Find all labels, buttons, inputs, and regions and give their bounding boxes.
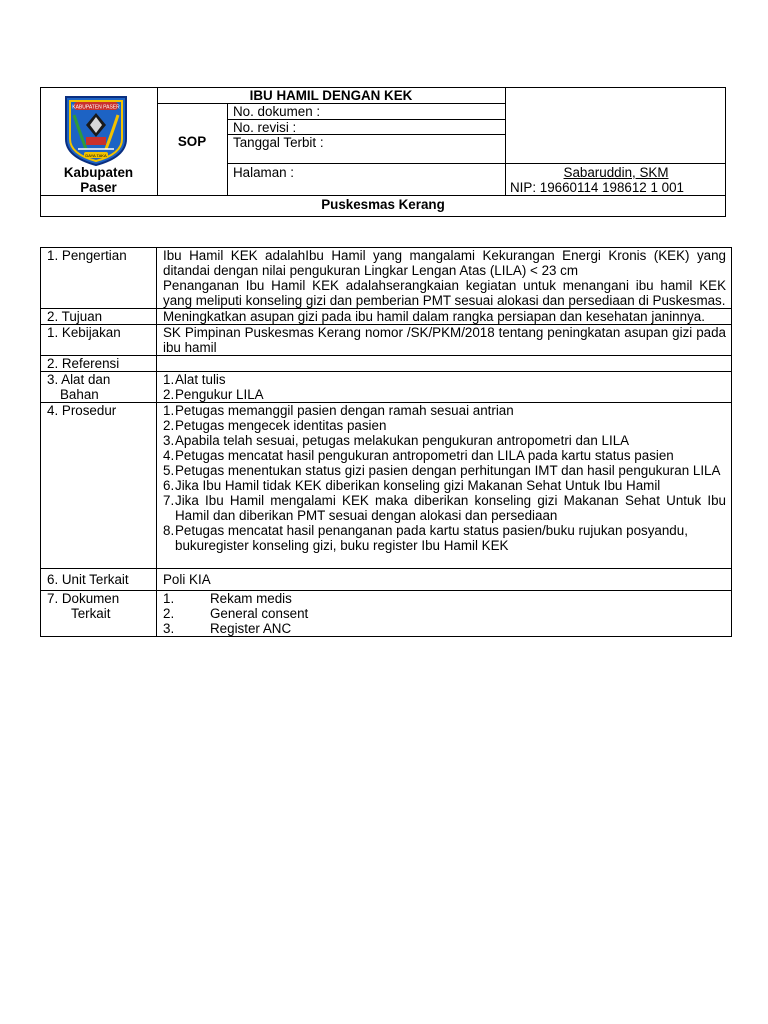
- header-rule-facility: [40, 195, 726, 196]
- header-divider-2: [227, 104, 228, 195]
- content-referensi: [157, 356, 732, 372]
- item-number: 1.: [163, 372, 175, 387]
- step-text: Jika Ibu Hamil mengalami KEK maka diberikan konseling gizi Makanan Sehat Untuk Ibu Hamil dan diberikan PMT sesuai dengan alokasi dan persediaan: [175, 493, 726, 523]
- row-pengertian: [41, 248, 732, 309]
- row-dokumen-terkait: [41, 591, 732, 637]
- item-text: General consent: [210, 606, 309, 621]
- prosedur-steps: [163, 403, 726, 553]
- step-text: Apabila telah sesuai, petugas melakukan pengukuran antropometri dan LILA: [175, 433, 630, 448]
- step-number: 4.: [163, 448, 175, 463]
- list-item: [163, 387, 726, 402]
- content-kebijakan: SK Pimpinan Puskesmas Kerang nomor /SK/PKM/2018 tentang peningkatan asupan gizi pada ibu hamil: [157, 325, 732, 356]
- content-tujuan: Meningkatkan asupan gizi pada ibu hamil dalam rangka persiapan dan kesehatan janinnya.: [157, 309, 732, 325]
- row-tujuan: [41, 309, 732, 325]
- header-rule-date: [227, 163, 726, 164]
- row-prosedur: [41, 403, 732, 569]
- signer-nip: NIP: 19660114 198612 1 001: [510, 180, 684, 195]
- label-alat-bahan: [41, 372, 157, 403]
- emblem-motto: DAYA TAKA: [85, 152, 107, 158]
- label-kebijakan: 1. Kebijakan: [41, 325, 157, 356]
- row-referensi: [41, 356, 732, 372]
- revision-number-field: No. revisi :: [233, 120, 297, 135]
- label-alat-line2: Bahan: [60, 387, 99, 402]
- list-item: [163, 621, 726, 636]
- item-text: Register ANC: [210, 621, 292, 636]
- item-text: Pengukur LILA: [175, 387, 264, 402]
- procedure-step: [163, 433, 726, 448]
- row-kebijakan: [41, 325, 732, 356]
- list-item: [163, 372, 726, 387]
- step-number: 6.: [163, 478, 175, 493]
- procedure-step: [163, 463, 726, 478]
- step-number: 1.: [163, 403, 175, 418]
- alat-list: [163, 372, 726, 402]
- label-referensi: 2. Referensi: [41, 356, 157, 372]
- step-number: 3.: [163, 433, 175, 448]
- sop-header: [40, 87, 726, 217]
- procedure-step: [163, 493, 726, 523]
- pengertian-handling: Penanganan Ibu Hamil KEK adalahserangkaian kegiatan untuk menangani ibu hamil KEK yang meliputi konseling gizi dan pemberian PMT sesuai alokasi dan persediaan di Puskesmas.: [163, 278, 726, 308]
- item-number: 2.: [163, 387, 175, 402]
- label-dokumen-line1: 7. Dokumen: [47, 591, 120, 606]
- content-prosedur: [157, 403, 732, 569]
- emblem-caption: KABUPATEN PASER: [72, 104, 120, 111]
- sop-label: SOP: [177, 134, 207, 149]
- content-pengertian: [157, 248, 732, 309]
- step-text: Petugas memanggil pasien dengan ramah sesuai antrian: [175, 403, 514, 418]
- row-unit-terkait: [41, 569, 732, 591]
- item-text: Alat tulis: [175, 372, 226, 387]
- facility-name: Puskesmas Kerang: [321, 197, 445, 212]
- step-number: 8.: [163, 523, 175, 538]
- item-number: 1.: [163, 591, 175, 606]
- issue-date-field: Tanggal Terbit :: [233, 135, 324, 150]
- procedure-step: [163, 523, 726, 553]
- list-item: [163, 591, 726, 606]
- procedure-step: [163, 403, 726, 418]
- content-unit-terkait: Poli KIA: [157, 569, 732, 591]
- label-unit-terkait: 6. Unit Terkait: [41, 569, 157, 591]
- procedure-step: [163, 478, 726, 493]
- item-number: 2.: [163, 606, 175, 621]
- step-text: Petugas mencatat hasil penanganan pada kartu status pasien/buku rujukan posyandu, bukuregister konseling gizi, buku register Ibu Hamil KEK: [175, 523, 688, 553]
- step-number: 2.: [163, 418, 175, 433]
- procedure-step: [163, 448, 726, 463]
- row-alat-bahan: [41, 372, 732, 403]
- document-title: IBU HAMIL DENGAN KEK: [249, 88, 413, 103]
- signer-name: Sabaruddin, SKM: [563, 165, 669, 180]
- header-title-rule: [157, 103, 505, 104]
- label-dokumen-line2: Terkait: [71, 606, 111, 621]
- step-text: Jika Ibu Hamil tidak KEK diberikan konseling gizi Makanan Sehat Untuk Ibu Hamil: [175, 478, 661, 493]
- label-alat-line1: 3. Alat dan: [47, 372, 111, 387]
- content-alat-bahan: [157, 372, 732, 403]
- content-dokumen-terkait: [157, 591, 732, 637]
- region-name-line2: Paser: [80, 180, 117, 195]
- pengertian-definition: Ibu Hamil KEK adalahIbu Hamil yang mangalami Kekurangan Energi Kronis (KEK) yang ditandai dengan nilai pengukuran Lingkar Lengan Atas (LILA) < 23 cm: [163, 248, 726, 278]
- step-text: Petugas mencatat hasil pengukuran antropometri dan LILA pada kartu status pasien: [175, 448, 674, 463]
- label-pengertian: 1. Pengertian: [41, 248, 157, 309]
- step-number: 5.: [163, 463, 175, 478]
- label-prosedur: 4. Prosedur: [41, 403, 157, 569]
- list-item: [163, 606, 726, 621]
- step-number: 7.: [163, 493, 175, 508]
- prosedur-spacer: [163, 553, 726, 568]
- dokumen-list: [163, 591, 726, 636]
- procedure-step: [163, 418, 726, 433]
- header-border-bottom: [40, 216, 726, 217]
- step-text: Petugas mengecek identitas pasien: [175, 418, 387, 433]
- label-dokumen-terkait: [41, 591, 157, 637]
- kabupaten-paser-emblem: [60, 93, 132, 168]
- item-text: Rekam medis: [210, 591, 292, 606]
- item-number: 3.: [163, 621, 175, 636]
- document-number-field: No. dokumen :: [233, 104, 321, 119]
- page-field: Halaman :: [233, 165, 295, 180]
- sop-content-table: [40, 247, 732, 637]
- step-text: Petugas menentukan status gizi pasien dengan perhitungan IMT dan hasil pengukuran LILA: [175, 463, 721, 478]
- label-tujuan: 2. Tujuan: [41, 309, 157, 325]
- region-name-line1: Kabupaten: [63, 165, 134, 180]
